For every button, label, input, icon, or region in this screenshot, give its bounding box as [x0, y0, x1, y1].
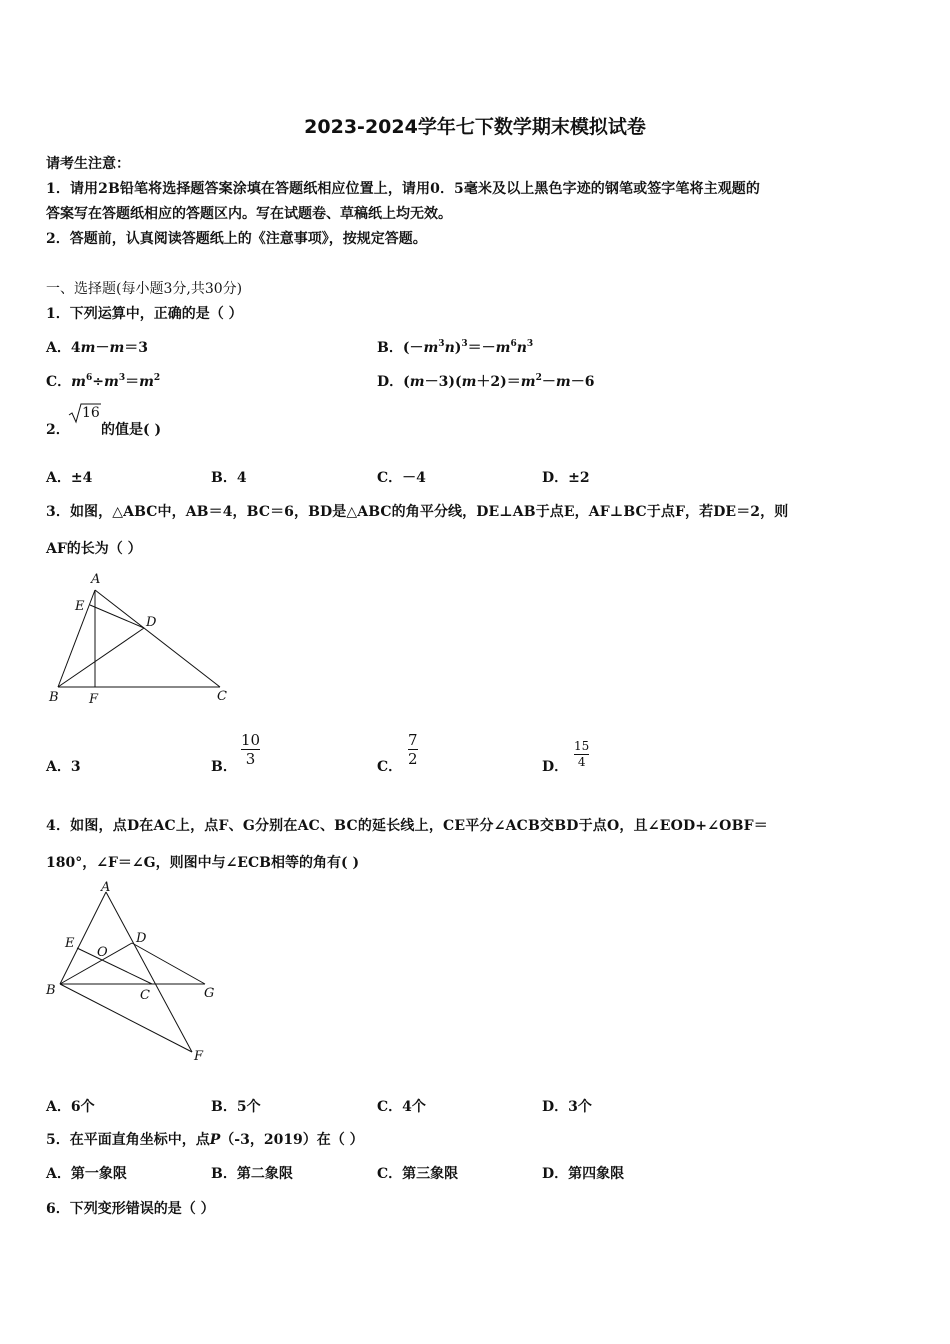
- q5-option-c: C．第三象限: [377, 1166, 459, 1182]
- label-f: F: [89, 692, 99, 707]
- page-title: 2023-2024学年七下数学期末模拟试卷: [304, 116, 646, 138]
- q1-d-label: D．: [377, 374, 404, 390]
- q1-c-expr: $m^6\div m^3=m^2$: [71, 373, 161, 390]
- q3-option-c-label: C．: [377, 759, 403, 775]
- q5-stem-post: （-3，2019）在（ ）: [220, 1132, 364, 1148]
- label-d: D: [146, 615, 157, 630]
- q2-option-a: A．±4: [46, 470, 93, 486]
- q1-d-expr: $(m-3)(m+2)=m^2-m-6$: [403, 373, 595, 390]
- q4-line-2: 180°，∠F＝∠G，则图中与∠ECB相等的角有( ): [46, 855, 360, 871]
- q1-option-d: [377, 371, 594, 391]
- q6-stem: 6．下列变形错误的是（ ）: [46, 1201, 215, 1217]
- q5-point: P: [209, 1132, 221, 1148]
- q3-line-2: AF的长为（ ）: [46, 541, 142, 557]
- q4-option-a: A．6个: [46, 1099, 95, 1115]
- notice-line-3: 2．答题前，认真阅读答题纸上的《注意事项》，按规定答题。: [46, 231, 427, 247]
- q3-figure: [40, 566, 240, 711]
- section-heading: 一、选择题(每小题3分,共30分): [46, 281, 243, 297]
- q4-option-c: C．4个: [377, 1099, 426, 1115]
- label-b: B: [49, 690, 59, 705]
- q4-figure: [40, 878, 230, 1068]
- q3-option-d-label: D．: [542, 759, 569, 775]
- q3-option-c-fraction: [408, 731, 418, 768]
- q3-option-d-fraction: [574, 739, 589, 770]
- segment-bd: [58, 628, 144, 687]
- q1-a-expr: 4m－m＝3: [70, 340, 149, 356]
- label-e: E: [75, 599, 85, 614]
- q1-stem: 1．下列运算中，正确的是（ ）: [46, 306, 243, 322]
- label-d: D: [136, 931, 147, 946]
- notice-line-1: 1．请用2B铅笔将选择题答案涂填在答题纸相应位置上，请用0．5毫米及以上黑色字迹的钢笔或签字笔将主观题的: [46, 181, 760, 197]
- label-e: E: [65, 936, 75, 951]
- q1-option-a: [46, 337, 148, 357]
- segment-ac: [95, 590, 220, 687]
- q4-option-b: B．5个: [211, 1099, 261, 1115]
- q5-option-d: D．第四象限: [542, 1166, 625, 1182]
- q2-option-d: D．±2: [542, 470, 590, 486]
- q4-option-d: D．3个: [542, 1099, 592, 1115]
- segment-dg: [132, 943, 205, 984]
- q5-option-b: B．第二象限: [211, 1166, 293, 1182]
- q2-option-c: C．－4: [377, 470, 426, 486]
- q3-line-1: 3．如图，△ABC中，AB＝4，BC＝6，BD是△ABC的角平分线，DE⊥AB于点E，AF⊥BC于点F，若DE＝2，则: [46, 504, 789, 520]
- q4-line-1: 4．如图，点D在AC上，点F、G分别在AC、BC的延长线上，CE平分∠ACB交BD于点O，且∠EOD+∠OBF＝: [46, 818, 768, 834]
- notice-line-2: 答案写在答题纸相应的答题区内。写在试题卷、草稿纸上均无效。: [46, 206, 452, 222]
- notice-heading: 请考生注意：: [46, 156, 130, 172]
- segment-de: [90, 605, 144, 628]
- q3-d-numerator: 15: [574, 739, 590, 753]
- q1-b-label: B．: [377, 340, 403, 356]
- segment-af: [106, 892, 192, 1052]
- q2-option-b: B．4: [211, 470, 247, 486]
- q1-option-c: [46, 371, 160, 391]
- q3-option-b-label: B．: [211, 759, 237, 775]
- q2-radicand: 16: [82, 405, 100, 421]
- q1-b-expr: $(-m^3n)^3=-m^6n^3$: [402, 339, 534, 356]
- q3-b-denominator: 3: [245, 750, 256, 768]
- segment-bf: [60, 984, 192, 1052]
- q5-option-a: A．第一象限: [46, 1166, 127, 1182]
- q3-d-denominator: 4: [577, 755, 586, 769]
- q3-c-numerator: 7: [408, 731, 418, 749]
- q3-c-denominator: 2: [408, 750, 418, 768]
- label-b: B: [46, 983, 56, 998]
- label-a: A: [101, 880, 111, 895]
- label-c: C: [217, 689, 227, 704]
- label-g: G: [204, 986, 215, 1001]
- q1-c-label: C．: [46, 374, 72, 390]
- q3-option-a: A．3: [46, 759, 81, 775]
- q5-stem-pre: 5．在平面直角坐标中，点: [46, 1132, 210, 1148]
- label-c: C: [140, 988, 150, 1003]
- label-a: A: [91, 572, 101, 587]
- q1-a-label: A．: [46, 340, 71, 356]
- q3-option-b-fraction: [241, 731, 260, 768]
- q1-option-b: [377, 337, 533, 357]
- q2-number: 2．: [46, 422, 70, 438]
- q3-b-numerator: 10: [241, 731, 261, 749]
- q2-suffix: 的值是( ): [101, 422, 162, 438]
- label-f: F: [194, 1049, 204, 1064]
- q5-stem: [46, 1129, 364, 1149]
- label-o: O: [97, 945, 108, 960]
